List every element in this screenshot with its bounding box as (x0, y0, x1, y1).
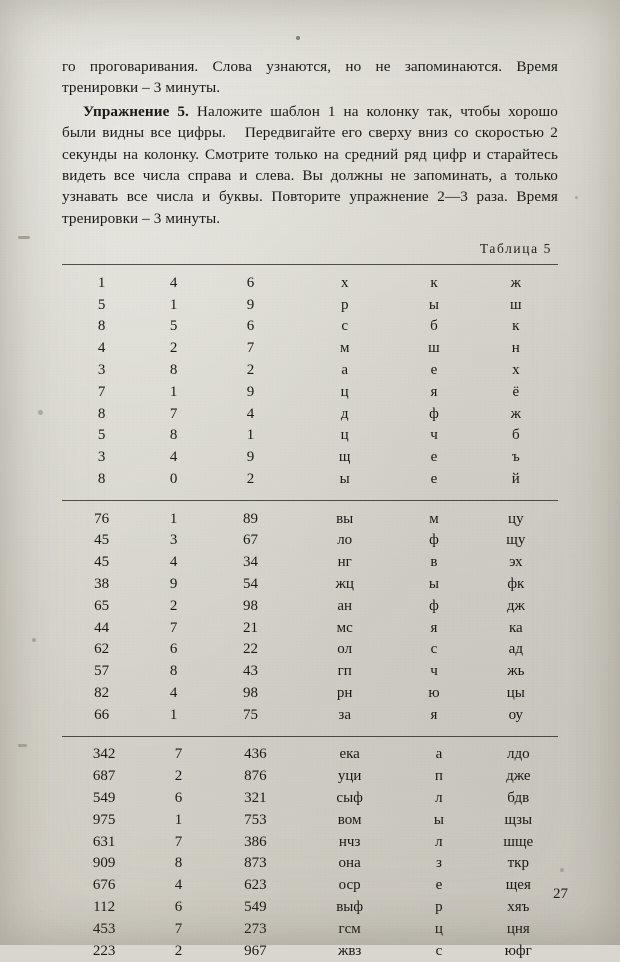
cell-letter-mid: л (435, 833, 443, 850)
cell-num-right: 876 (244, 768, 267, 785)
cell-num-mid: 3 (169, 532, 178, 549)
cell-num-right: 89 (242, 510, 258, 527)
cell-num-mid: 8 (169, 663, 178, 680)
table-block-3 (62, 744, 558, 962)
scan-edge-mark (18, 236, 30, 239)
cell-letter-mid: е (430, 470, 438, 487)
cell-letter-mid: ч (430, 427, 438, 444)
cell-num-mid: 2 (174, 942, 183, 959)
cell-letter-right: щея (505, 877, 531, 894)
cell-letter-left: выф (336, 898, 364, 915)
table-row (62, 875, 558, 897)
table-row (62, 425, 558, 447)
cell-letter-mid: ю (428, 684, 440, 701)
cell-letter-mid: з (435, 855, 442, 872)
table-row (62, 853, 558, 875)
cell-num-right: 6 (246, 274, 255, 291)
cell-num-left: 342 (92, 746, 116, 763)
cell-num-mid: 4 (174, 877, 183, 894)
cell-letter-right: дже (506, 768, 531, 785)
cell-letter-mid: к (430, 274, 438, 291)
cell-letter-left: д (340, 405, 349, 422)
table-rule-1 (62, 500, 558, 501)
cell-letter-mid: я (430, 383, 438, 400)
cell-letter-right: шще (503, 833, 534, 850)
cell-num-mid: 8 (169, 361, 178, 378)
paragraph-text (62, 101, 558, 229)
cell-letter-right: цы (506, 684, 525, 701)
table-row (62, 530, 558, 552)
table-block-2-body (62, 508, 558, 726)
cell-letter-right: ад (508, 641, 523, 658)
cell-num-right: 9 (246, 449, 255, 466)
cell-num-mid: 7 (174, 833, 183, 850)
cell-letter-mid: ф (429, 532, 439, 549)
cell-num-right: 9 (246, 296, 255, 313)
cell-letter-mid: ф (429, 597, 439, 614)
cell-num-left: 38 (94, 576, 110, 592)
cell-letter-right: оу (508, 706, 524, 723)
cell-num-right: 549 (244, 898, 267, 915)
table-row (62, 682, 558, 704)
cell-num-left: 8 (97, 470, 106, 487)
table-caption: Таблица 5 (479, 241, 552, 257)
cell-letter-left: вом (337, 811, 362, 828)
cell-num-left: 5 (97, 296, 106, 313)
cell-letter-left: ан (337, 597, 353, 614)
cell-letter-mid: а (435, 746, 443, 763)
paragraph-text: го проговаривания. Слова узнаются, но не запоминаются. Время тренировки – 3 минуты. (62, 58, 558, 97)
cell-num-left: 45 (94, 532, 110, 549)
cell-num-left: 631 (92, 833, 116, 850)
cell-num-left: 909 (92, 855, 116, 872)
cell-letter-mid: я (430, 619, 438, 636)
cell-num-left: 44 (94, 619, 110, 636)
cell-letter-left: ы (339, 470, 350, 487)
cell-num-mid: 8 (169, 427, 178, 444)
table-row (62, 896, 558, 918)
cell-num-mid: 4 (169, 684, 178, 701)
cell-letter-right: ё (512, 383, 520, 400)
cell-letter-left: жц (335, 576, 354, 592)
cell-letter-right: жь (507, 663, 525, 680)
cell-letter-mid: м (429, 510, 439, 527)
scan-speck (296, 36, 300, 40)
cell-num-mid: 7 (174, 746, 183, 763)
cell-letter-left: жвз (337, 942, 362, 959)
cell-num-mid: 0 (169, 470, 178, 487)
cell-letter-right: ж (510, 274, 521, 291)
cell-letter-right: ъ (511, 449, 520, 466)
cell-num-mid: 1 (169, 296, 178, 313)
cell-num-right: 623 (244, 877, 267, 894)
cell-letter-mid: с (430, 641, 438, 658)
cell-num-right: 873 (244, 855, 267, 872)
cell-num-left: 7 (97, 383, 106, 400)
cell-letter-mid: б (430, 318, 438, 335)
cell-num-right: 386 (244, 833, 267, 850)
cell-letter-mid: п (434, 768, 443, 785)
cell-num-left: 1 (97, 274, 106, 291)
cell-letter-left: а (341, 361, 349, 378)
cell-num-left: 676 (92, 877, 116, 894)
cell-letter-right: цня (506, 920, 530, 937)
cell-num-mid: 6 (169, 641, 178, 658)
cell-letter-mid: в (430, 554, 438, 571)
page-number: 27 (553, 886, 568, 902)
cell-num-right: 67 (242, 532, 258, 549)
cell-num-right: 21 (242, 619, 258, 636)
cell-letter-left: уци (337, 768, 362, 785)
page-content (62, 56, 558, 962)
cell-letter-mid: ы (433, 811, 444, 828)
cell-num-left: 62 (94, 641, 110, 658)
table-block-1 (62, 272, 558, 490)
cell-num-mid: 2 (169, 340, 178, 357)
cell-letter-mid: е (430, 361, 438, 378)
scan-speck (575, 196, 578, 199)
cell-num-mid: 1 (169, 383, 178, 400)
cell-num-right: 43 (242, 663, 258, 680)
table-row (62, 787, 558, 809)
cell-num-mid: 4 (169, 274, 178, 291)
cell-num-right: 2 (246, 470, 255, 487)
cell-letter-left: гп (337, 663, 352, 680)
cell-num-mid: 7 (169, 619, 178, 636)
cell-letter-right: й (511, 470, 520, 487)
cell-letter-left: ц (340, 427, 349, 444)
cell-num-right: 54 (242, 576, 258, 592)
cell-num-left: 65 (94, 597, 110, 614)
cell-letter-mid: л (435, 790, 443, 807)
table-row (62, 661, 558, 683)
cell-letter-mid: ф (429, 405, 439, 422)
cell-letter-right: б (512, 427, 520, 444)
cell-num-mid: 7 (174, 920, 183, 937)
cell-num-left: 3 (97, 449, 106, 466)
cell-letter-right: хяъ (507, 898, 530, 915)
cell-letter-right: дж (506, 597, 525, 614)
cell-num-mid: 4 (169, 449, 178, 466)
cell-letter-right: эх (509, 554, 523, 571)
cell-letter-left: нг (337, 554, 352, 571)
cell-letter-left: м (339, 340, 350, 357)
cell-num-right: 98 (242, 684, 258, 701)
cell-letter-right: фк (507, 576, 525, 592)
cell-num-left: 76 (94, 510, 110, 527)
cell-letter-left: ц (340, 383, 349, 400)
cell-num-right: 753 (244, 811, 267, 828)
table-rule-2 (62, 736, 558, 737)
cell-letter-left: с (341, 318, 349, 335)
table-block-2 (62, 508, 558, 726)
cell-num-mid: 1 (174, 811, 183, 828)
table-row (62, 940, 558, 962)
cell-num-left: 112 (93, 898, 116, 915)
table-row (62, 338, 558, 360)
cell-num-right: 6 (246, 318, 255, 335)
cell-letter-right: цу (508, 510, 524, 527)
cell-num-mid: 4 (169, 554, 178, 571)
table-row (62, 809, 558, 831)
cell-letter-left: вы (336, 510, 354, 527)
cell-letter-left: ека (339, 746, 360, 763)
cell-letter-right: х (512, 361, 520, 378)
cell-num-right: 22 (242, 641, 258, 658)
cell-letter-left: сыф (336, 790, 363, 807)
cell-letter-left: мс (336, 619, 353, 636)
cell-num-right: 436 (244, 746, 267, 763)
cell-letter-right: ка (508, 619, 523, 636)
cell-letter-right: ш (510, 296, 522, 313)
cell-letter-right: ткр (507, 855, 529, 872)
table-block-1-body (62, 272, 558, 490)
table-row (62, 508, 558, 530)
cell-letter-left: рн (336, 684, 353, 701)
cell-letter-right: юфг (504, 942, 532, 959)
cell-num-mid: 7 (169, 405, 178, 422)
scan-speck (32, 638, 36, 642)
table-row (62, 552, 558, 574)
cell-num-left: 549 (92, 790, 116, 807)
table-row (62, 359, 558, 381)
cell-letter-right: ж (510, 405, 521, 422)
table-row (62, 744, 558, 766)
table-row (62, 918, 558, 940)
exercise-tables (62, 264, 558, 961)
table-row (62, 573, 558, 595)
table-row (62, 704, 558, 726)
cell-num-right: 1 (246, 427, 255, 444)
cell-num-right: 273 (244, 920, 267, 937)
cell-letter-right: щзы (504, 811, 533, 828)
cell-letter-left: за (338, 706, 351, 723)
cell-letter-left: нчз (338, 833, 361, 850)
table-row (62, 316, 558, 338)
table-row (62, 272, 558, 294)
cell-letter-mid: е (435, 877, 443, 894)
cell-num-right: 4 (246, 405, 255, 422)
cell-num-left: 66 (94, 706, 110, 723)
table-row (62, 381, 558, 403)
cell-num-right: 321 (244, 790, 267, 807)
table-row (62, 468, 558, 490)
body-paragraph-continued (62, 56, 558, 99)
cell-letter-left: оср (338, 877, 361, 894)
cell-num-mid: 1 (169, 510, 178, 527)
cell-letter-right: лдо (506, 746, 530, 763)
cell-letter-mid: с (435, 942, 443, 959)
table-row (62, 403, 558, 425)
cell-num-left: 8 (97, 405, 106, 422)
exercise-body-text: Наложите шаблон 1 на колонку так, чтобы хорошо были видны все цифры. Передвигайте его сверху вниз со скоростью 2 секунды на колонку. Смотрите только на средний ряд цифр и старайтесь видеть все числа справа и слева. Вы должны не запоминать, а только узнавать все числа и буквы. Повторите упражнение 2—3 раза. Время тренировки – 3 минуты. (62, 102, 558, 227)
cell-num-mid: 5 (169, 318, 178, 335)
scan-edge-mark (18, 744, 27, 747)
table-row (62, 595, 558, 617)
cell-num-left: 3 (97, 361, 106, 378)
table-row (62, 447, 558, 469)
cell-num-left: 453 (92, 920, 116, 937)
cell-num-mid: 1 (169, 706, 178, 723)
table-row (62, 617, 558, 639)
scan-speck (560, 868, 564, 872)
cell-num-right: 967 (244, 942, 267, 959)
cell-num-right: 7 (246, 340, 255, 357)
table-block-3-body (62, 744, 558, 962)
table-row (62, 766, 558, 788)
table-rule-top (62, 264, 558, 265)
cell-num-right: 34 (242, 554, 258, 571)
cell-letter-right: н (511, 340, 520, 357)
cell-num-right: 2 (246, 361, 255, 378)
cell-letter-mid: ц (434, 920, 443, 937)
cell-num-mid: 2 (174, 768, 183, 785)
exercise-paragraph (62, 101, 558, 229)
cell-num-left: 975 (92, 811, 116, 828)
cell-letter-left: р (340, 296, 349, 313)
cell-num-left: 57 (94, 663, 110, 680)
cell-letter-left: гсм (338, 920, 361, 937)
cell-letter-mid: р (435, 898, 443, 915)
cell-num-left: 82 (94, 684, 110, 701)
cell-num-left: 5 (97, 427, 106, 444)
cell-num-left: 223 (92, 942, 116, 959)
cell-letter-left: щ (338, 449, 351, 466)
cell-letter-left: она (338, 855, 361, 872)
scan-speck (38, 410, 43, 415)
cell-letter-left: ло (337, 532, 353, 549)
cell-letter-mid: ч (430, 663, 438, 680)
cell-letter-mid: я (430, 706, 438, 723)
cell-num-left: 4 (97, 340, 106, 357)
cell-num-mid: 9 (169, 576, 178, 592)
cell-letter-left: ол (337, 641, 353, 658)
cell-letter-right: к (512, 318, 520, 335)
cell-num-left: 45 (94, 554, 110, 571)
cell-num-right: 75 (242, 706, 258, 723)
cell-letter-mid: ы (428, 296, 439, 313)
cell-letter-mid: ы (428, 576, 439, 592)
exercise-lead-label: Упражнение 5. (83, 102, 189, 120)
cell-letter-right: щу (506, 532, 526, 549)
cell-num-mid: 8 (174, 855, 183, 872)
table-row (62, 294, 558, 316)
cell-letter-left: х (340, 274, 349, 291)
cell-num-left: 687 (92, 768, 116, 785)
cell-letter-right: бдв (507, 790, 530, 807)
cell-letter-mid: е (430, 449, 438, 466)
table-row (62, 639, 558, 661)
cell-num-mid: 6 (174, 790, 183, 807)
cell-num-mid: 6 (174, 898, 183, 915)
cell-num-right: 9 (246, 383, 255, 400)
cell-letter-mid: ш (428, 340, 440, 357)
table-row (62, 831, 558, 853)
cell-num-left: 8 (97, 318, 106, 335)
cell-num-right: 98 (242, 597, 258, 614)
cell-num-mid: 2 (169, 597, 178, 614)
